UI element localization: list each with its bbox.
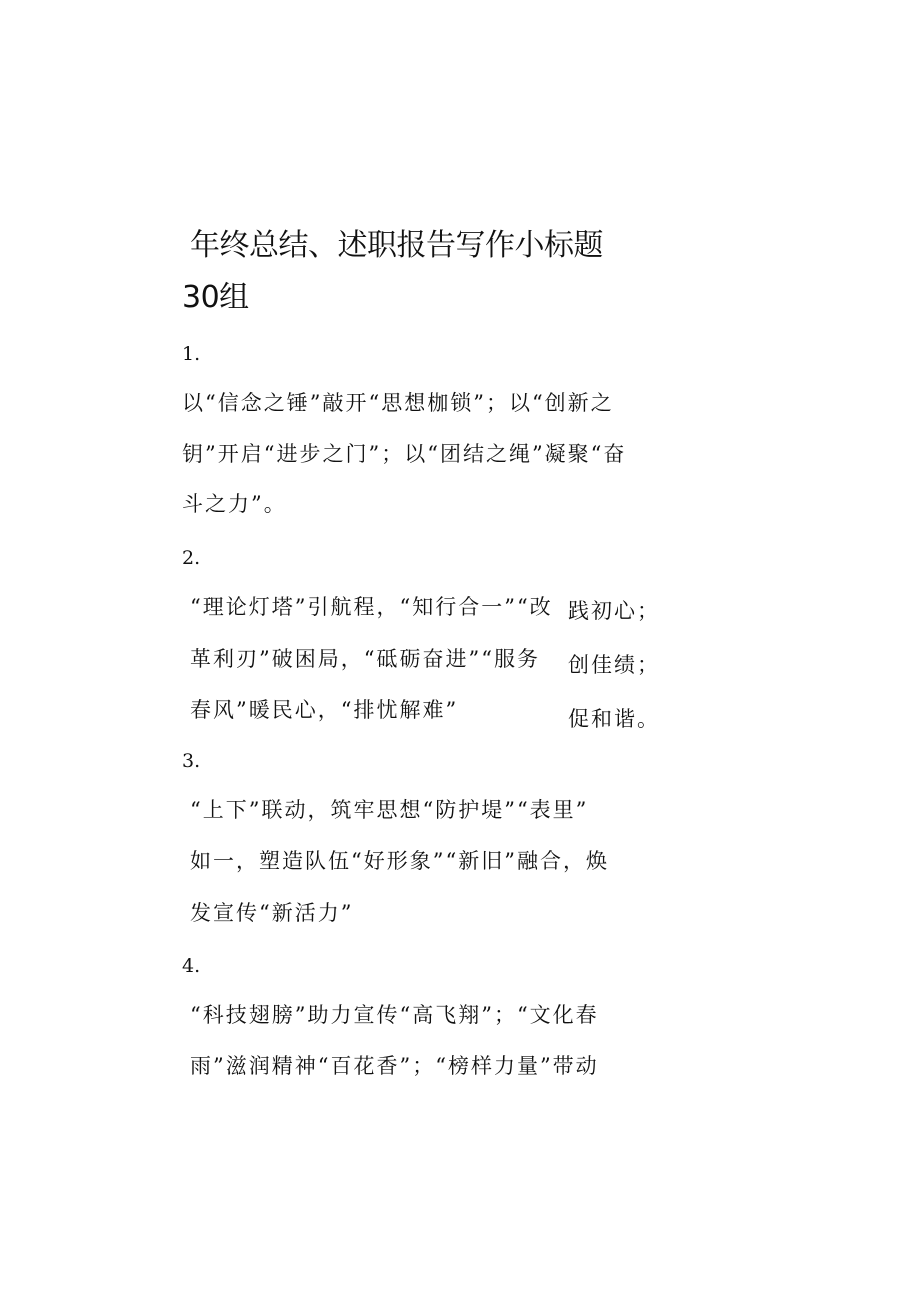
- section-2-left-line-3: 春风”暖民心，“排忧解难”: [190, 698, 459, 722]
- section-4-number: 4.: [182, 955, 201, 977]
- section-4-line-2: 雨”滋润精神“百花香”；“榜样力量”带动: [190, 1054, 599, 1078]
- section-4-line-1: “科技翅膀”助力宣传“高飞翔”；“文化春: [190, 1003, 599, 1027]
- section-3-line-2: 如一，塑造队伍“好形象”“新旧”融合，焕: [190, 849, 609, 873]
- section-3-line-3: 发宣传“新活力”: [190, 901, 354, 925]
- section-1-line-3: 斗之力”。: [182, 492, 287, 516]
- section-2-right-line-3: 促和谐。: [568, 707, 660, 731]
- section-3-number: 3.: [182, 750, 201, 772]
- section-3-line-1: “上下”联动，筑牢思想“防护堤”“表里”: [190, 798, 589, 822]
- section-1-line-1: 以“信念之锤”敲开“思想枷锁”；以“创新之: [182, 391, 614, 415]
- section-1-line-2: 钥”开启“进步之门”；以“团结之绳”凝聚“奋: [182, 442, 627, 466]
- section-2-right-line-1: 践初心；: [568, 599, 660, 623]
- section-2-right-line-2: 创佳绩；: [568, 653, 660, 677]
- section-2-left-line-1: “理论灯塔”引航程，“知行合一”“改: [190, 595, 553, 619]
- document-title-line-1: 年终总结、述职报告写作小标题: [190, 228, 603, 263]
- document-title-line-2: 30组: [182, 280, 249, 315]
- section-2-number: 2.: [182, 547, 201, 569]
- section-2-left-line-2: 革利刃”破困局，“砥砺奋进”“服务: [190, 647, 540, 671]
- section-1-number: 1.: [182, 343, 201, 365]
